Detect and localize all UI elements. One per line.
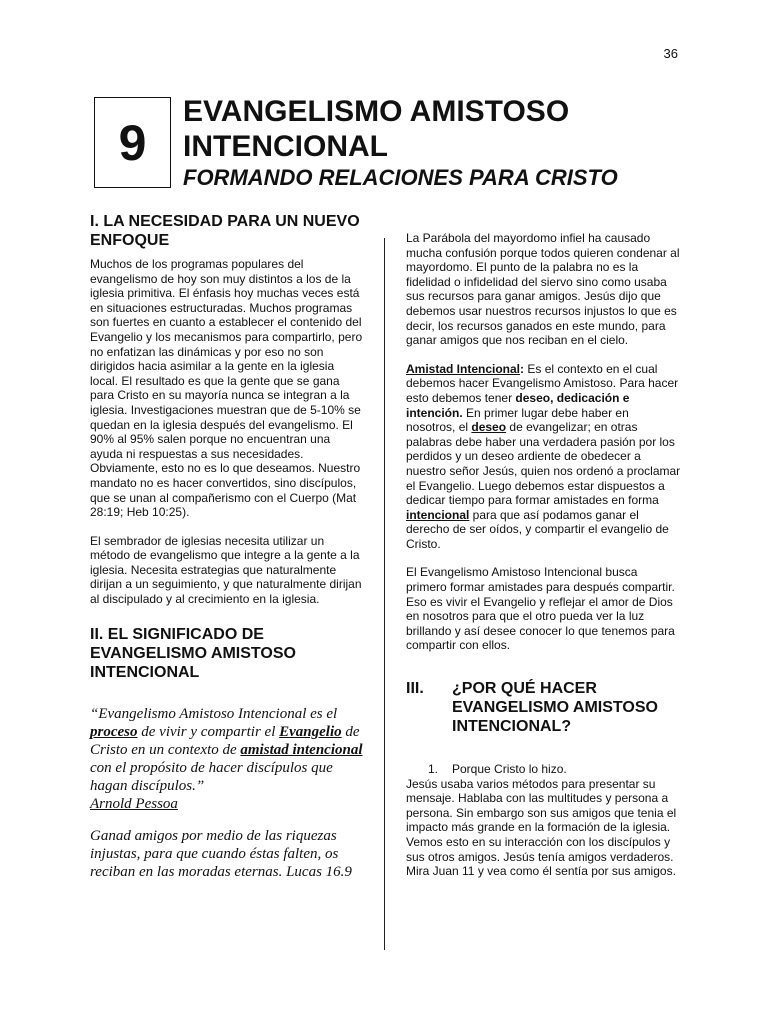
section2-heading: II. EL SIGNIFICADO DE EVANGELISMO AMISTOSO INTENCIONAL — [90, 625, 296, 681]
amistad-intencional-paragraph — [406, 362, 681, 552]
page-number: 36 — [663, 46, 678, 61]
amistad-colon: : — [520, 361, 525, 376]
title-line-2: INTENCIONAL — [183, 130, 388, 163]
quote-text-1: “Evangelismo Amistoso Intencional es el — [90, 705, 338, 722]
section1-heading: I. LA NECESIDAD PARA UN NUEVO ENFOQUE — [90, 213, 360, 249]
list-item-title: Porque Cristo lo hizo. — [452, 762, 567, 777]
chapter-number: 9 — [118, 114, 147, 171]
quote-evangelio: Evangelio — [279, 723, 342, 740]
section1-paragraph-1: Muchos de los programas populares del evangelismo de hoy son muy distintos a los de la iglesia primitiva. El énfasis hoy muchas veces está en situaciones estructuradas. Muchos programas son fuertes en cuanto a establecer el contenido del Evangelio y los mecanismos para compartirlo, pero no enfatizan las dinámicas y por eso no son dirigidos hacia asimilar a la gente en la iglesia local. El resultado es que la gente que se gana para Cristo en su mayoría nunca se integran a la iglesia. Investigaciones muestran que de 5-10% se quedan en la iglesia después del evangelismo. El 90% al 95% salen porque no encuentran una ayuda ni respuestas a sus necesidades. Obviamente, esto no es lo que deseamos. Nuestro mandato no es hacer convertidos, sino discípulos, que se unan al compañerismo con el Cuerpo (Mat 28:19; Heb 10:25). — [90, 257, 363, 520]
quote-amistad-intencional: amistad intencional — [240, 741, 363, 758]
bible-verse: Ganad amigos por medio de las riquezas injustas, para que cuando éstas falten, os reciban en las moradas eternas. Lucas 16.9 — [90, 827, 352, 880]
amistad-text-3: de evangelizar; en otras palabras debe haber una verdadera pasión por los perdidos y un deseo ardiente de obedecer a nuestro señor Jesús, quien nos ordenó a proclamar el Evangelio. Luego debemos estar dispuestos a dedicar tiempo para formar amistades en forma — [406, 420, 681, 508]
amistad-bold: deseo, dedicación e intención. — [406, 390, 630, 420]
quote-text-2: de vivir y compartir el — [137, 723, 280, 740]
section3-title: ¿POR QUÉ HACER EVANGELISMO AMISTOSO INTENCIONAL? — [452, 680, 658, 736]
amistad-deseo: deseo — [471, 420, 507, 435]
quote-text-4: con el propósito de hacer discípulos que hagan discípulos.” — [90, 759, 333, 794]
quote-text-3: de Cristo en un contexto de — [90, 723, 360, 758]
right-column — [406, 231, 681, 879]
section3-heading — [406, 679, 681, 736]
chapter-subtitle: FORMANDO RELACIONES PARA CRISTO — [183, 165, 618, 190]
definition-quote — [90, 705, 365, 813]
list-item-text: Jesús usaba varios métodos para presentar su mensaje. Hablaba con las multitudes y persona a persona. Sin embargo son sus amigos que tenia el impacto más grande en la formación de la iglesia. Vemos esto en su interacción con los discípulos y sus otros amigos. Jesús tenía amigos verdaderos. Mira Juan 11 y vea como él sentía por sus amigos. — [406, 776, 677, 879]
amistad-text-2: En primer lugar debe haber en nosotros, el — [406, 405, 629, 435]
quote-author: Arnold Pessoa — [90, 795, 178, 812]
parable-paragraph: La Parábola del mayordomo infiel ha causado mucha confusión porque todos quieren condenar al mayordomo. El punto de la palabra no es la fidelidad o infidelidad del siervo sino como usaba sus recursos para ganar amigos. Jesús dijo que debemos usar nuestros recursos injustos lo que es decir, los recursos ganados en este mundo, para ganar amigos que nos reciban en el cielo. — [406, 231, 680, 348]
quote-proceso: proceso — [90, 723, 138, 740]
list-item-1 — [406, 762, 681, 777]
amistad-label: Amistad Intencional — [406, 361, 521, 376]
title-line-1: EVANGELISMO AMISTOSO — [183, 95, 570, 128]
amistad-text-1: Es el contexto en el cual debemos hacer Evangelismo Amistoso. Para hacer esto debemos tener — [406, 361, 679, 405]
amistad-intencional: intencional — [406, 507, 470, 522]
list-item-number: 1. — [428, 762, 439, 777]
column-divider — [384, 238, 385, 950]
evangelismo-paragraph: El Evangelismo Amistoso Intencional busca primero formar amistades para después compartir. Eso es vivir el Evangelio y reflejar el amor de Dios en nosotros para que el otro pueda ver la luz brillando y así desee conocer lo que tenemos para compartir con ellos. — [406, 565, 675, 653]
chapter-number-box — [94, 97, 171, 188]
section3-number: III. — [406, 680, 424, 698]
section1-paragraph-2: El sembrador de iglesias necesita utilizar un método de evangelismo que integre a la gente a la iglesia. Necesita estrategias que naturalmente dirijan a un seguimiento, y que naturalmente dirijan al discipulado y al crecimiento en la iglesia. — [90, 533, 362, 607]
amistad-text-4: para que así podamos ganar el derecho de ser oídos, y compartir el evangelio de Cristo. — [406, 507, 669, 551]
chapter-title — [183, 94, 703, 191]
left-column — [90, 212, 365, 881]
